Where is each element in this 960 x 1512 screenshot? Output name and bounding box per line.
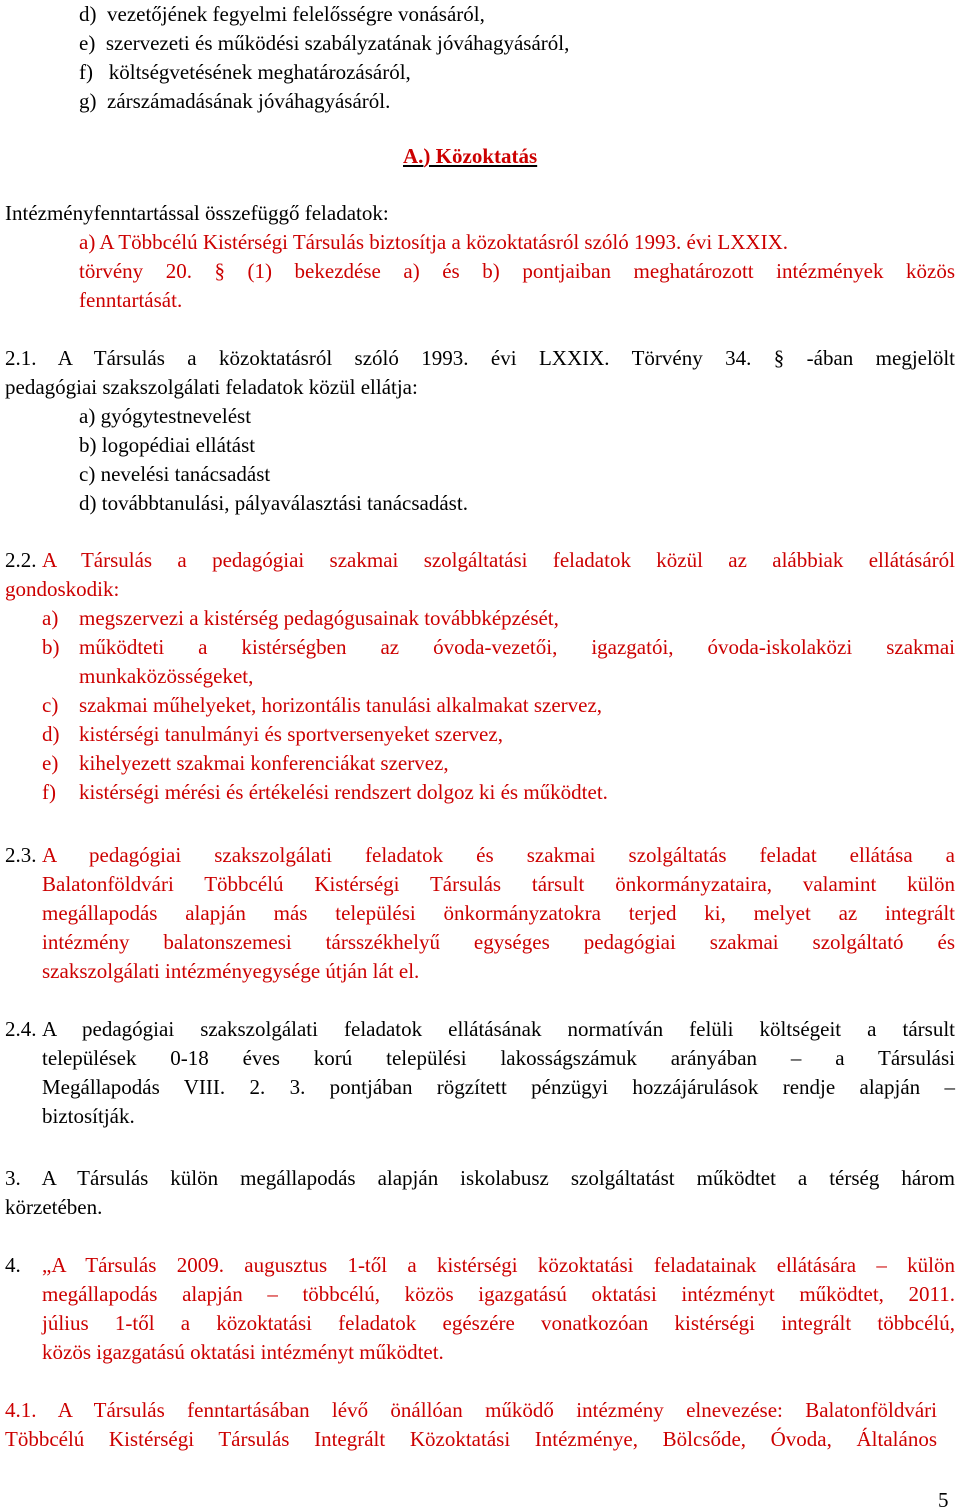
paragraph-2-1-line1: 2.1. A Társulás a közoktatásról szóló 1993. évi LXXIX. Törvény 34. § -ában megjelölt <box>5 346 955 370</box>
paragraph-2-3-line: megállapodás alapján más települési önkormányzatokra terjed ki, melyet az integrált <box>42 901 955 925</box>
list-item: c) nevelési tanácsadást <box>79 462 271 486</box>
list-item: f) költségvetésének meghatározásáról, <box>79 60 411 84</box>
list-item: kihelyezett szakmai konferenciákat szervez, <box>79 751 449 775</box>
list-item-label: c) <box>42 693 59 717</box>
paragraph-4-line: július 1-től a közoktatási feladatok egészére vonatkozóan kistérségi integrált többcélú, <box>42 1311 955 1335</box>
list-item-label: d) <box>42 722 60 746</box>
list-item: g) zárszámadásának jóváhagyásáról. <box>79 89 391 113</box>
list-item: e) szervezeti és működési szabályzatának jóváhagyásáról, <box>79 31 570 55</box>
paragraph-2-4-number: 2.4. <box>5 1017 37 1041</box>
paragraph-2-4-line: települések 0-18 éves korú települési lakosságszámuk arányában – a Társulási <box>42 1046 955 1070</box>
list-item: szakmai műhelyeket, horizontális tanulási alkalmakat szervez, <box>79 693 603 717</box>
paragraph-2-2-line1: A Társulás a pedagógiai szakmai szolgáltatási feladatok közül az alábbiak ellátásáról <box>42 548 955 572</box>
item-a-line2: törvény 20. § (1) bekezdése a) és b) pontjaiban meghatározott intézmények közös <box>79 259 955 283</box>
paragraph-3-line1: 3. A Társulás külön megállapodás alapján iskolabusz szolgáltatást működtet a térség három <box>5 1166 955 1190</box>
paragraph-2-3-line: intézmény balatonszemesi társszékhelyű egységes pedagógiai szakmai szolgáltató és <box>42 930 955 954</box>
list-item: d) vezetőjének fegyelmi felelősségre vonásáról, <box>79 2 485 26</box>
paragraph-2-2-line2: gondoskodik: <box>5 577 120 601</box>
list-item-label: a) <box>42 606 59 630</box>
paragraph-2-1-line2: pedagógiai szakszolgálati feladatok közül ellátja: <box>5 375 418 399</box>
list-item: a) gyógytestnevelést <box>79 404 252 428</box>
paragraph-4-line: közös igazgatású oktatási intézményt működtet. <box>42 1340 444 1364</box>
paragraph-2-4-line: A pedagógiai szakszolgálati feladatok ellátásának normatíván felüli költségeit a társult <box>42 1017 955 1041</box>
paragraph-2-2-number: 2.2. <box>5 548 37 572</box>
paragraph-4-line: „A Társulás 2009. augusztus 1-től a kistérségi közoktatási feladatainak ellátására – külön <box>42 1253 955 1277</box>
list-item: működteti a kistérségben az óvoda-vezetői, igazgatói, óvoda-iskolaközi szakmai <box>79 635 955 659</box>
list-item-continuation: munkaközösségeket, <box>79 664 254 688</box>
paragraph-2-3-line: szakszolgálati intézményegysége útján lát el. <box>42 959 420 983</box>
paragraph-4-number: 4. <box>5 1253 21 1277</box>
paragraph-2-4-line: biztosítják. <box>42 1104 135 1128</box>
section-title: A.) Közoktatás <box>403 144 538 168</box>
paragraph-2-3-number: 2.3. <box>5 843 37 867</box>
list-item-label: f) <box>42 780 56 804</box>
list-item: kistérségi tanulmányi és sportversenyeket szervez, <box>79 722 503 746</box>
paragraph-3-line2: körzetében. <box>5 1195 103 1219</box>
item-a-line3: fenntartását. <box>79 288 183 312</box>
list-item: d) továbbtanulási, pályaválasztási tanácsadást. <box>79 491 468 515</box>
list-item: kistérségi mérési és értékelési rendszert dolgoz ki és működtet. <box>79 780 608 804</box>
paragraph-2-3-line: Balatonföldvári Többcélú Kistérségi Társulás társult önkormányzataira, valamint külön <box>42 872 955 896</box>
paragraph-4-1-line2: Többcélú Kistérségi Társulás Integrált Közoktatási Intézménye, Bölcsőde, Óvoda, Általános <box>5 1427 937 1451</box>
intro-text: Intézményfenntartással összefüggő feladatok: <box>5 201 389 225</box>
paragraph-4-1-line1: 4.1. A Társulás fenntartásában lévő önállóan működő intézmény elnevezése: Balatonföldvári <box>5 1398 937 1422</box>
paragraph-4-line: megállapodás alapján – többcélú, közös igazgatású oktatási intézményt működtet, 2011. <box>42 1282 955 1306</box>
list-item-label: b) <box>42 635 60 659</box>
item-a-line1: a) A Többcélú Kistérségi Társulás biztosítja a közoktatásról szóló 1993. évi LXXIX. <box>79 230 788 254</box>
list-item: megszervezi a kistérség pedagógusainak továbbképzését, <box>79 606 559 630</box>
paragraph-2-4-line: Megállapodás VIII. 2. 3. pontjában rögzített pénzügyi hozzájárulások rendje alapján – <box>42 1075 955 1099</box>
page-number: 5 <box>938 1488 949 1512</box>
paragraph-2-3-line: A pedagógiai szakszolgálati feladatok és szakmai szolgáltatás feladat ellátása a <box>42 843 955 867</box>
list-item-label: e) <box>42 751 59 775</box>
list-item: b) logopédiai ellátást <box>79 433 256 457</box>
